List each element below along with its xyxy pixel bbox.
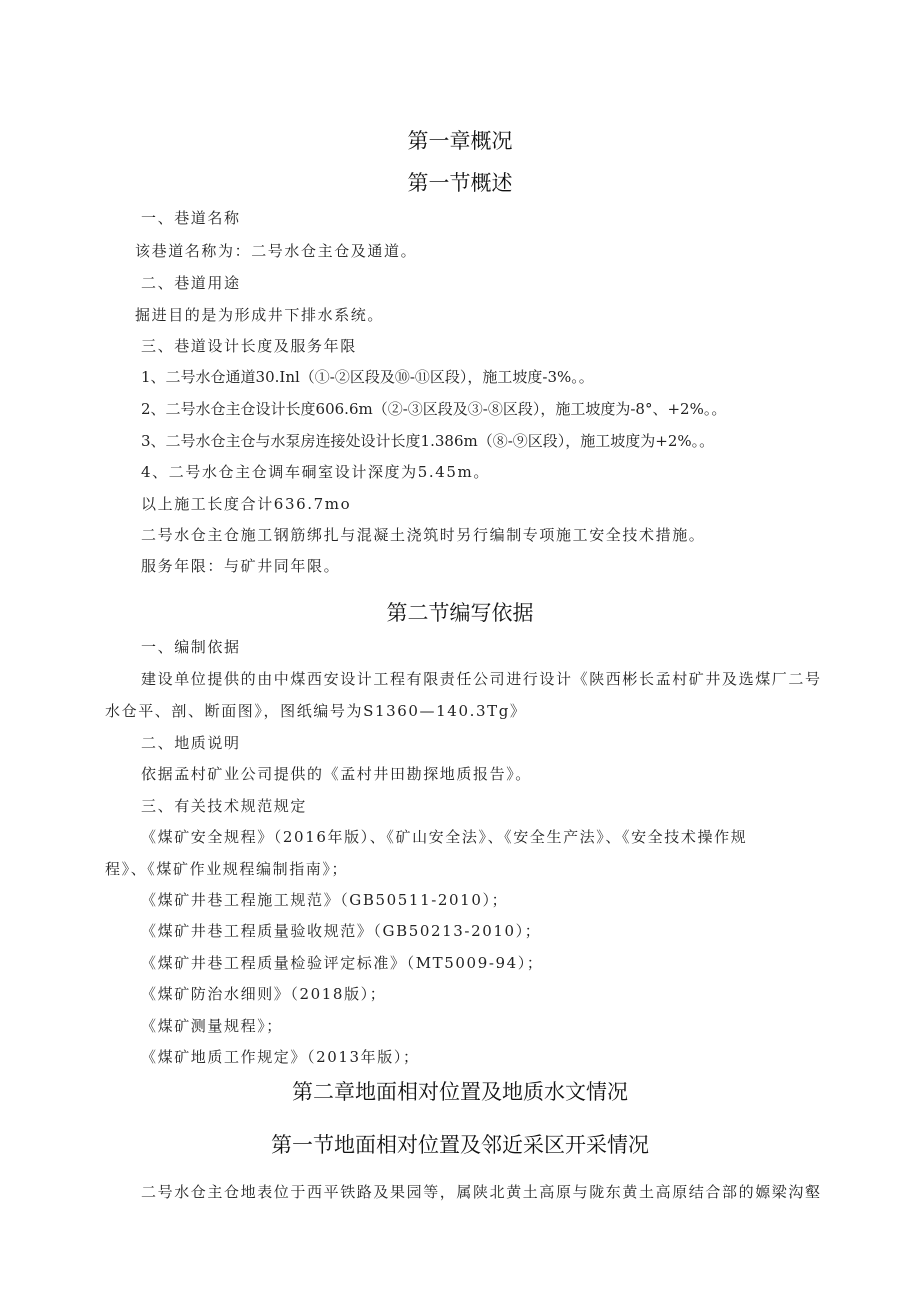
heading-roadway-use: 二、巷道用途 (141, 274, 241, 292)
length-item-2: 2、二号水仓主仓设计长度606.6m（②-③区段及③-⑧区段），施工坡度为-8°、+2%。。 (141, 400, 727, 418)
heading-standards: 三、有关技术规范规定 (141, 797, 308, 815)
standard-item: 《煤矿井巷工程施工规范》（GB50511-2010）； (141, 891, 509, 909)
standards-line-2: 程》、《煤矿作业规程编制指南》； (105, 860, 349, 878)
heading-basis: 一、编制依据 (141, 638, 241, 656)
section-1-2-title: 第二节编写依据 (386, 601, 534, 625)
surface-location-text: 二号水仓主仓地表位于西平铁路及果园等，属陕北黄土高原与陇东黄土高原结合部的嫄梁沟壑 (141, 1183, 822, 1201)
length-item-4: 4、二号水仓主仓调车硐室设计深度为5.45m。 (141, 463, 490, 481)
geology-text: 依据孟村矿业公司提供的《孟村井田勘探地质报告》。 (141, 765, 532, 783)
roadway-use-text: 掘进目的是为形成井下排水系统。 (135, 306, 385, 324)
standard-item: 《煤矿井巷工程质量检验评定标准》（MT5009-94）； (141, 954, 544, 972)
standard-item: 《煤矿地质工作规定》（2013年版）； (141, 1048, 420, 1066)
length-item-3: 3、二号水仓主仓与水泵房连接处设计长度1.386m（⑧-⑨区段），施工坡度为+2%。。 (141, 432, 715, 450)
service-life: 服务年限：与矿井同年限。 (141, 557, 341, 575)
section-1-1-title: 第一节概述 (407, 171, 513, 195)
basis-line-2: 水仓平、剖、断面图》，图纸编号为S1360—140.3Tg》 (105, 702, 527, 720)
roadway-name-text: 该巷道名称为：二号水仓主仓及通道。 (135, 242, 418, 260)
standard-item: 《煤矿防治水细则》（2018版）； (141, 985, 387, 1003)
basis-line-1: 建设单位提供的由中煤西安设计工程有限责任公司进行设计《陕西彬长孟村矿井及选煤厂二号 (141, 670, 822, 688)
section-2-1-title: 第一节地面相对位置及邻近采区开采情况 (271, 1133, 649, 1157)
total-length: 以上施工长度合计636.7mo (141, 495, 352, 513)
heading-design-length: 三、巷道设计长度及服务年限 (141, 337, 357, 355)
standard-item: 《煤矿井巷工程质量验收规范》（GB50213-2010）； (141, 922, 542, 940)
chapter-1-title: 第一章概况 (407, 129, 513, 153)
chapter-2-title: 第二章地面相对位置及地质水文情况 (292, 1080, 628, 1104)
heading-geology: 二、地质说明 (141, 734, 241, 752)
length-item-1: 1、二号水仓通道30.Inl（①-②区段及⑩-⑪区段），施工坡度-3%。。 (141, 368, 594, 386)
standard-item: 《煤矿测量规程》； (141, 1017, 283, 1035)
heading-roadway-name: 一、巷道名称 (141, 209, 241, 227)
standards-line-1: 《煤矿安全规程》（2016年版）、《矿山安全法》、《安全生产法》、《安全技术操作规 (141, 828, 748, 846)
special-measures-note: 二号水仓主仓施工钢筋绑扎与混凝土浇筑时另行编制专项施工安全技术措施。 (141, 526, 706, 544)
